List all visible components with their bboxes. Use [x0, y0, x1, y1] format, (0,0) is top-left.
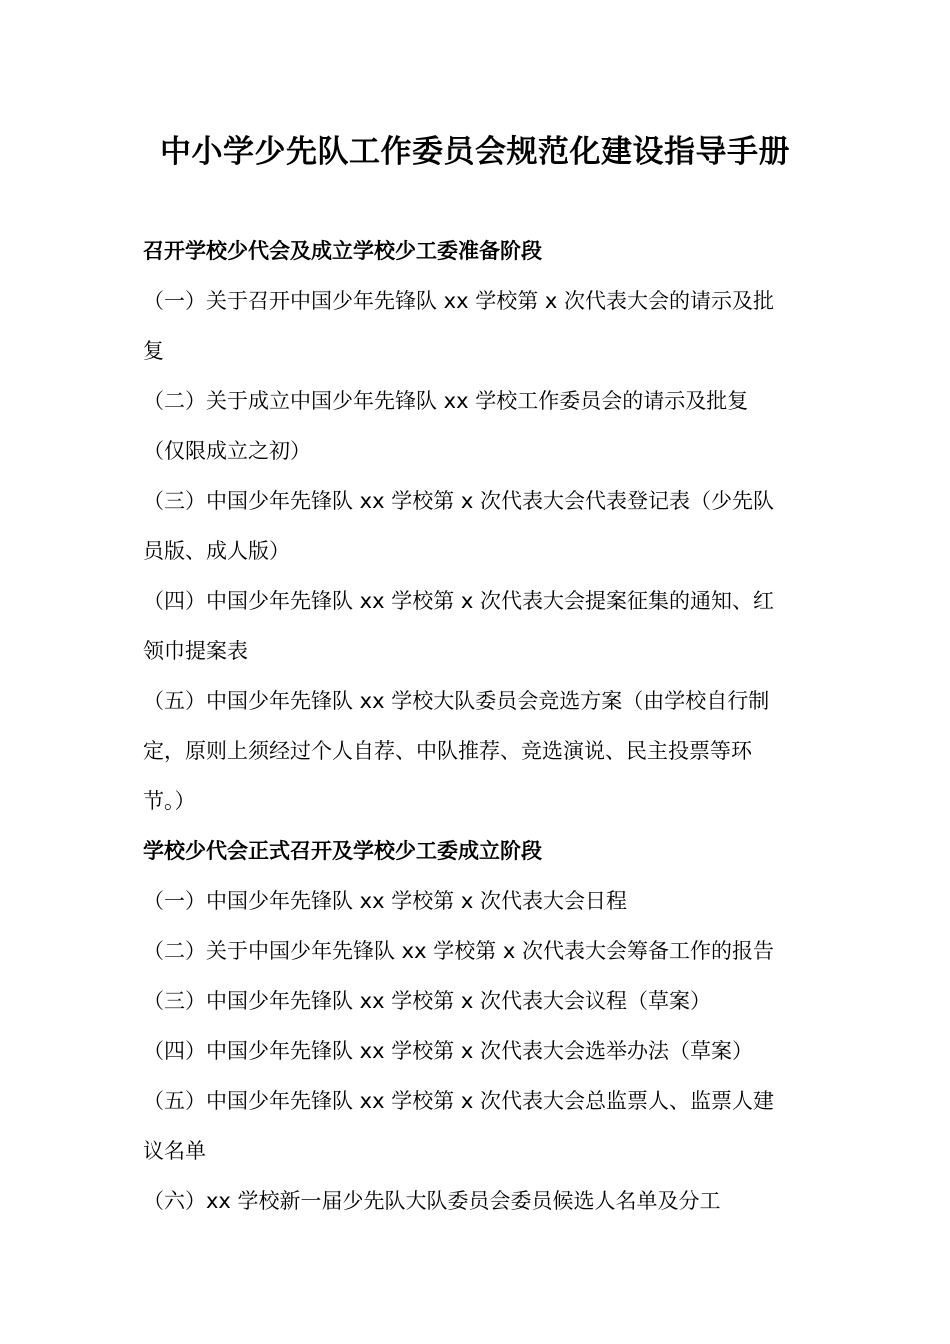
- list-item-line: 定，原则上须经过个人自荐、中队推荐、竞选演说、民主投票等环: [143, 739, 752, 763]
- list-item-line: 领巾提案表: [143, 639, 248, 663]
- list-item-line: （二）关于中国少年先锋队 xx 学校第 x 次代表大会筹备工作的报告: [143, 939, 774, 963]
- section-congress: [143, 826, 808, 1226]
- list-item-line: （四）中国少年先锋队 xx 学校第 x 次代表大会提案征集的通知、红: [143, 589, 774, 613]
- list-item-line: （一）关于召开中国少年先锋队 xx 学校第 x 次代表大会的请示及批: [143, 289, 774, 313]
- list-item-line: 议名单: [143, 1139, 206, 1163]
- list-item-line: 员版、成人版）: [143, 539, 290, 563]
- section-preparation: [143, 226, 808, 826]
- section-heading: 召开学校少代会及成立学校少工委准备阶段: [143, 239, 542, 263]
- list-item-line: （六）xx 学校新一届少先队大队委员会委员候选人名单及分工: [143, 1189, 721, 1213]
- list-item-line: 节。）: [143, 789, 196, 813]
- list-item-line: 复: [143, 339, 164, 363]
- section-heading: 学校少代会正式召开及学校少工委成立阶段: [143, 839, 542, 863]
- document-body: [143, 226, 808, 1226]
- document-title: 中小学少先队工作委员会规范化建设指导手册: [160, 134, 790, 170]
- list-item-line: （三）中国少年先锋队 xx 学校第 x 次代表大会代表登记表（少先队: [143, 489, 774, 513]
- list-item-line: （五）中国少年先锋队 xx 学校大队委员会竞选方案（由学校自行制: [143, 689, 770, 713]
- list-item-line: （仅限成立之初）: [143, 439, 311, 463]
- list-item-line: （二）关于成立中国少年先锋队 xx 学校工作委员会的请示及批复: [143, 389, 749, 413]
- list-item-line: （一）中国少年先锋队 xx 学校第 x 次代表大会日程: [143, 889, 627, 913]
- list-item-line: （五）中国少年先锋队 xx 学校第 x 次代表大会总监票人、监票人建: [143, 1089, 774, 1113]
- list-item-line: （四）中国少年先锋队 xx 学校第 x 次代表大会选举办法（草案）: [143, 1039, 753, 1063]
- list-item-line: （三）中国少年先锋队 xx 学校第 x 次代表大会议程（草案）: [143, 989, 711, 1013]
